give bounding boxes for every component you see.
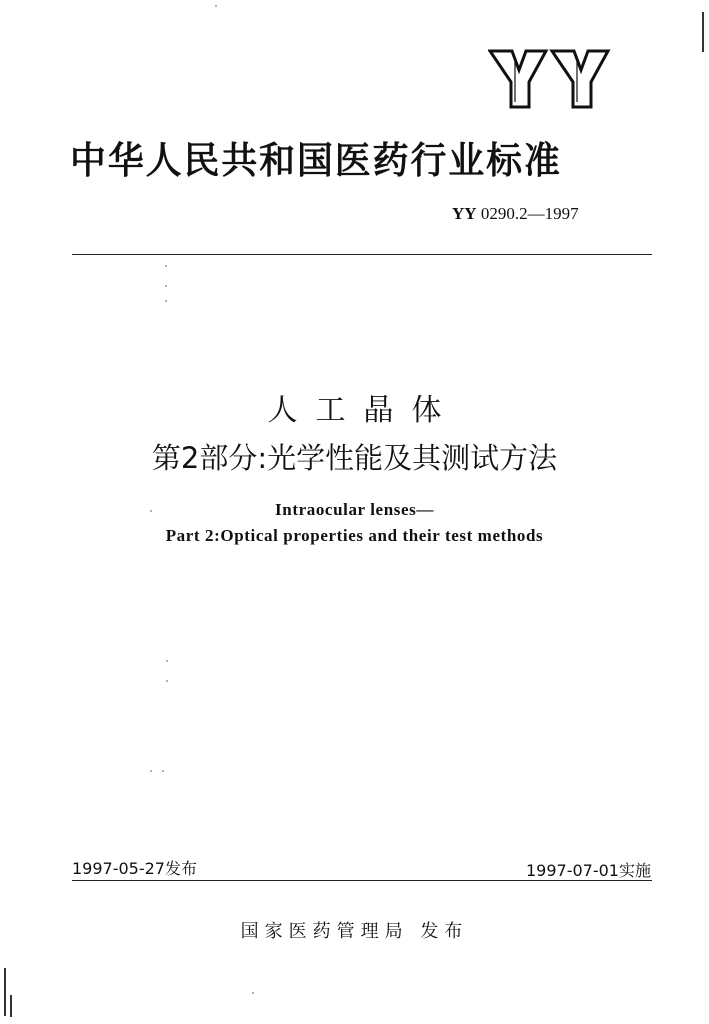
title-en-line1: Intraocular lenses— bbox=[275, 500, 434, 519]
standard-number bbox=[452, 204, 632, 224]
title-cn-sub: 第2部分:光学性能及其测试方法 bbox=[151, 441, 558, 475]
title-cn-main: 人工晶体 bbox=[267, 393, 460, 428]
standard-prefix: YY bbox=[452, 204, 477, 223]
footer-rule bbox=[72, 880, 652, 881]
header-rule bbox=[72, 254, 652, 255]
publisher: 国家医药管理局 发布 bbox=[240, 921, 469, 942]
title-en-line2: Part 2:Optical properties and their test methods bbox=[165, 526, 544, 545]
implement-date: 1997-07-01实施 bbox=[526, 861, 651, 880]
yy-logo bbox=[488, 48, 612, 110]
issue-date: 1997-05-27发布 bbox=[72, 859, 197, 878]
org-title: 中华人民共和国医药行业标准 bbox=[70, 139, 562, 182]
standard-code: 0290.2—1997 bbox=[480, 204, 579, 223]
